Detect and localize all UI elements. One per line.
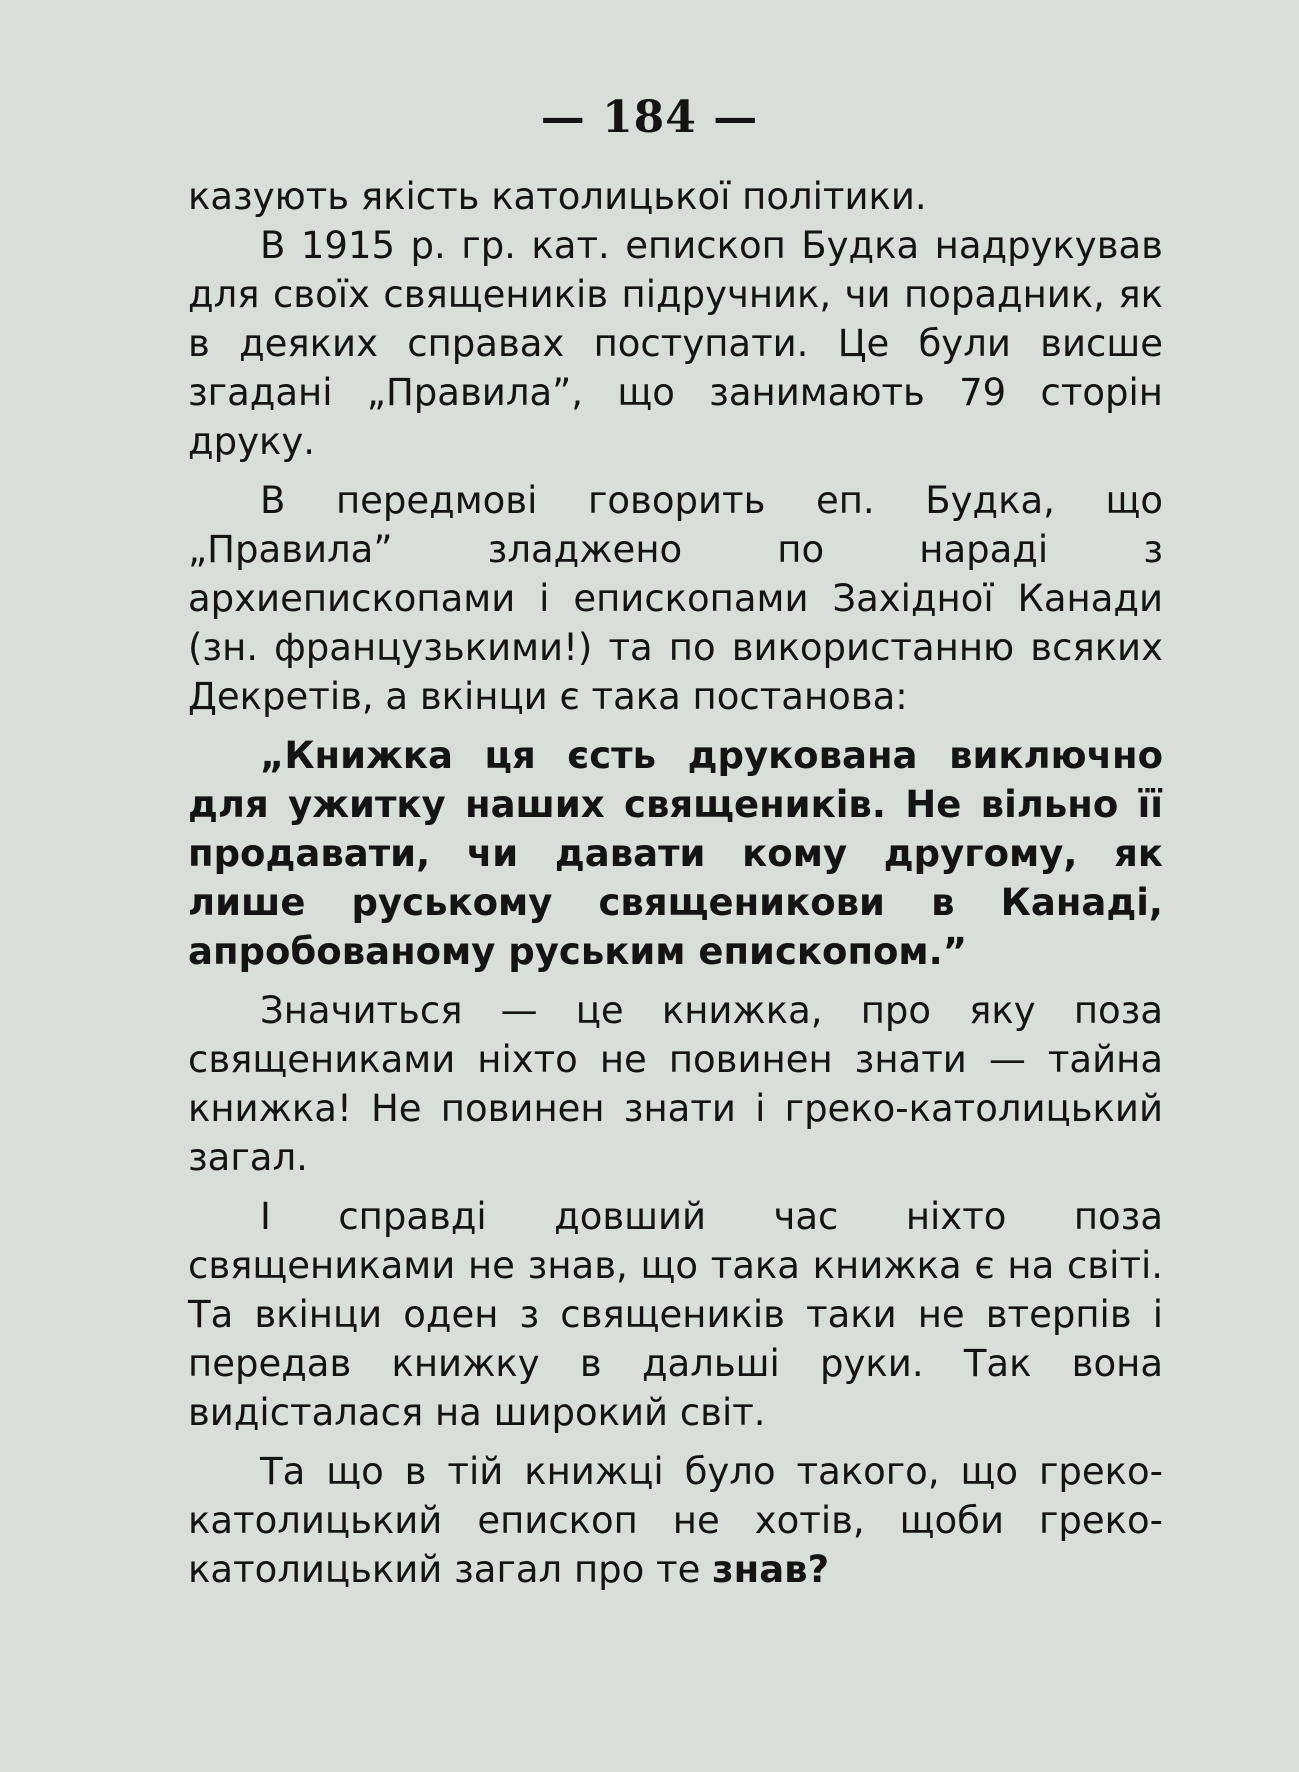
quoted-rule-paragraph: „Книжка ця єсть друкована виключно для ужитку наших священиків. Не вільно її продавати, чи давати кому другому, як лише руському священикови в Канаді, апробованому руським епископом.” <box>188 734 1163 973</box>
page-number: — 184 — <box>540 92 759 143</box>
body-text <box>188 172 1163 1594</box>
paragraph-1: казують якість католицької політики. <box>188 175 927 218</box>
paragraph-5: Значиться — це книжка, про яку поза священиками ніхто не повинен знати — тайна книжка! Не повинен знати і греко-католицький загал. <box>188 989 1163 1179</box>
paragraph-7-text: Та що в тій книжці було такого, що греко-католицький епископ не хотів, щоби греко-католицький загал про те <box>188 1450 1163 1591</box>
paragraph-2: В 1915 р. гр. кат. епископ Будка надрукував для своїх священиків підручник, чи порадник, як в деяких справах поступати. Це були висше згадані „Правила”, що занимають 79 сторін друку. <box>188 224 1163 463</box>
paragraph-6: І справді довший час ніхто поза священиками не знав, що така книжка є на світі. Та вкінци оден з священиків таки не втерпів і передав книжку в дальші руки. Так вона видісталася на широкий світ. <box>188 1195 1163 1434</box>
paragraph-3: В передмові говорить еп. Будка, що „Правила” зладжено по нараді з архиепископами і епископами Західної Канади (зн. французькими!) та по використанню всяких Декретів, а вкінци є така постанова: <box>188 479 1163 718</box>
paragraph-7 <box>188 1447 1163 1594</box>
paragraph-7-bold-ending: знав? <box>712 1548 830 1591</box>
